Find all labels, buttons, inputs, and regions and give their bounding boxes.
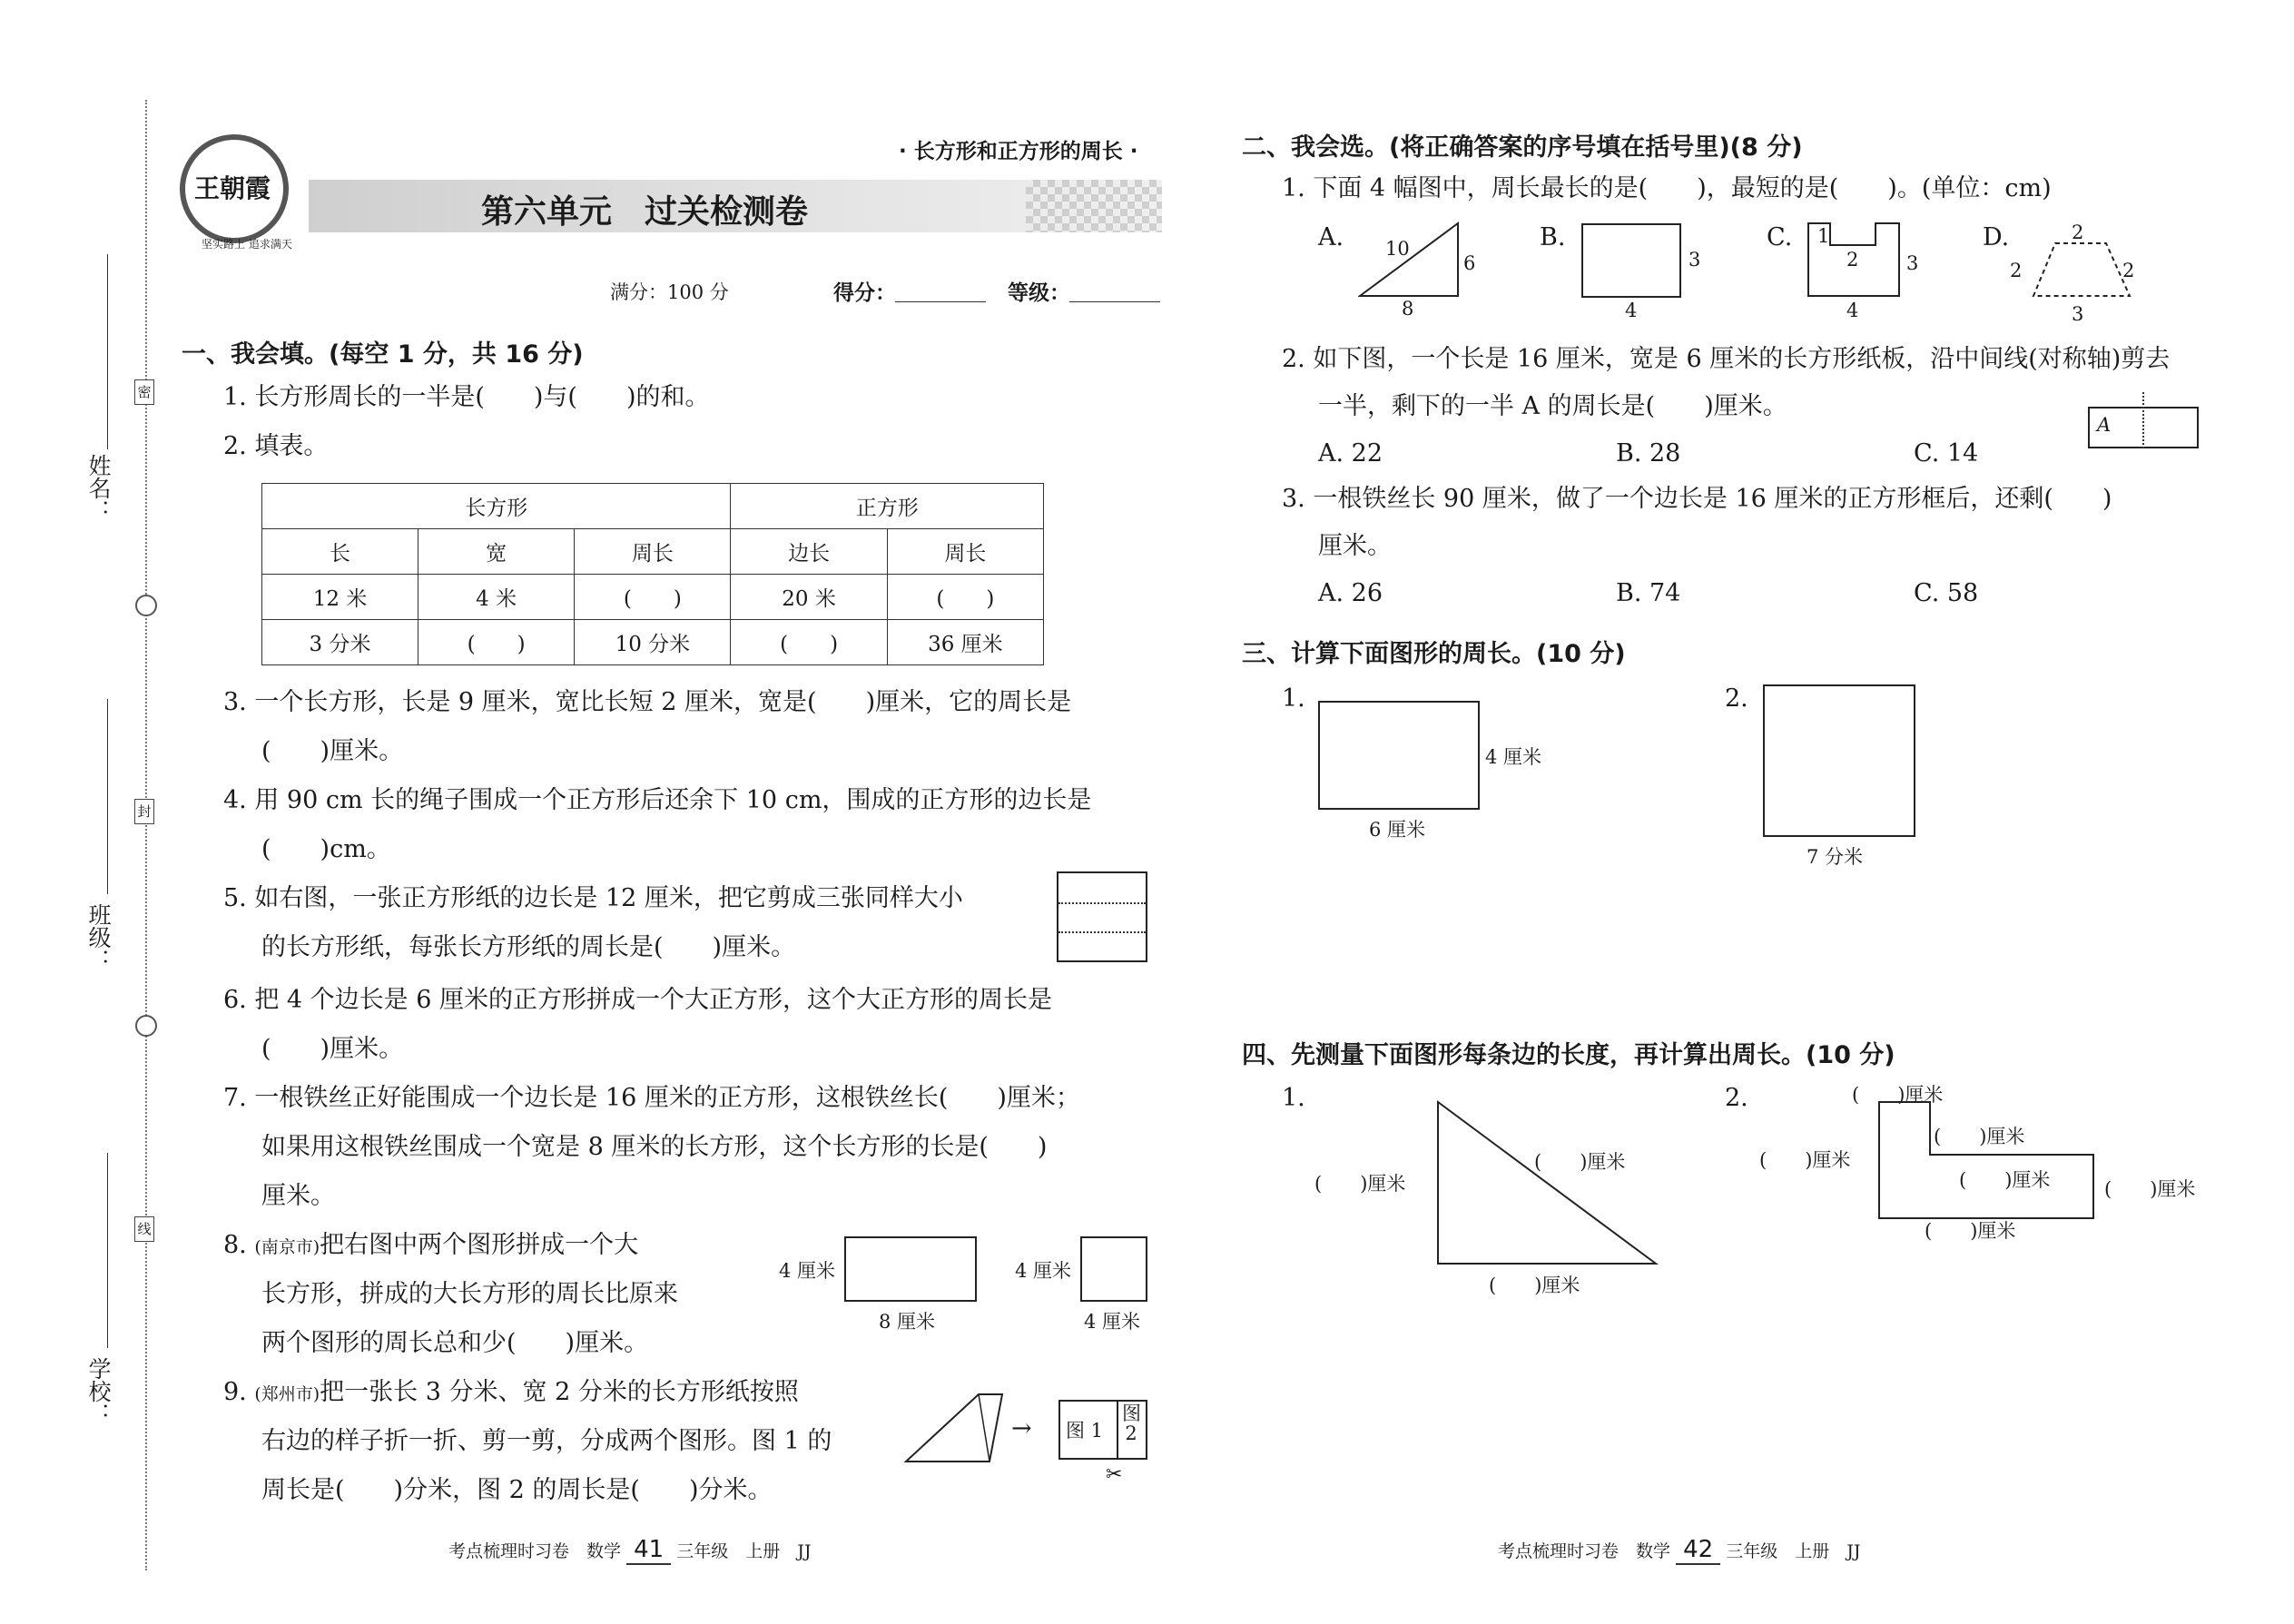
q8-rect-height-label: 4 厘米	[779, 1260, 836, 1282]
s3-rect-height-label: 4 厘米	[1485, 746, 1542, 768]
table-header: 周长	[887, 529, 1043, 575]
q9-number: 9.	[223, 1378, 255, 1406]
school-field-line	[107, 1153, 108, 1348]
s3-item-2: 2.	[1725, 684, 1748, 713]
s2-a-hyp-label: 10	[1385, 238, 1410, 260]
s1-q6-line2: ( )厘米。	[261, 1035, 404, 1063]
s2-q2-line2: 一半，剩下的一半 A 的周长是( )厘米。	[1318, 392, 1787, 420]
section3-heading: 三、计算下面图形的周长。(10 分)	[1242, 640, 1626, 668]
s4-tri-left-blank[interactable]: ( )厘米	[1314, 1173, 1406, 1195]
section4-heading: 四、先测量下面图形每条边的长度，再计算出周长。(10 分)	[1242, 1041, 1895, 1069]
s4-l-inner-vertical-blank[interactable]: ( )厘米	[1934, 1126, 2025, 1147]
grade-label: 等级：	[1008, 281, 1070, 305]
s2-option-d: D.	[1983, 223, 2010, 251]
grade-field[interactable]	[1069, 301, 1160, 302]
s2-q2-figure	[2088, 407, 2199, 448]
s2-b-rectangle	[1581, 223, 1681, 298]
s1-q7-line2: 如果用这根铁丝围成一个宽是 8 厘米的长方形，这个长方形的长是( )	[261, 1133, 1048, 1161]
q9-arrow-icon: →	[1011, 1414, 1032, 1442]
footer-left-text: 考点梳理时习卷 数学	[448, 1541, 622, 1561]
s2-q2-option-a: A. 22	[1318, 439, 1383, 468]
table-header: 宽	[418, 529, 575, 575]
s2-c-notch-label: 1	[1817, 225, 1830, 247]
s3-item-1: 1.	[1282, 684, 1305, 713]
table-cell: 10 分米	[575, 620, 731, 665]
s1-q7-line3: 厘米。	[261, 1182, 335, 1210]
s4-l-bottom-blank[interactable]: ( )厘米	[1925, 1220, 2016, 1242]
q9-divider	[1117, 1402, 1118, 1458]
table-header: 长	[262, 529, 418, 575]
fill-table	[261, 483, 1044, 665]
full-score: 满分：100 分	[610, 281, 729, 303]
q9-text: 把一张长 3 分米、宽 2 分米的长方形纸按照	[320, 1378, 799, 1406]
section1-heading: 一、我会填。(每空 1 分，共 16 分)	[182, 340, 584, 369]
s4-l-right-blank[interactable]: ( )厘米	[2104, 1178, 2196, 1200]
s4-l-left-blank[interactable]: ( )厘米	[1759, 1149, 1851, 1171]
s2-a-triangle	[1358, 221, 1467, 303]
s2-b-height-label: 3	[1689, 249, 1701, 271]
s2-option-b: B.	[1540, 223, 1566, 251]
name-field-line	[107, 254, 108, 449]
table-cell-blank[interactable]: ( )	[731, 620, 887, 665]
s1-q4-line2: ( )cm。	[261, 835, 391, 863]
logo-sub: 坚实路上 追求满天	[202, 238, 292, 251]
s2-option-a: A.	[1318, 223, 1344, 251]
s1-q4-line1: 4. 用 90 cm 长的绳子围成一个正方形后还余下 10 cm，围成的正方形的边长是	[223, 786, 1092, 814]
school-label: 学校：	[85, 1357, 112, 1425]
q8-square	[1080, 1236, 1147, 1302]
section2-heading: 二、我会选。(将正确答案的序号填在括号里)(8 分)	[1242, 133, 1803, 162]
seal-char-seal: 封	[134, 799, 154, 824]
table-header: 边长	[731, 529, 887, 575]
s2-q2-option-c: C. 14	[1914, 439, 1979, 468]
binding-line	[145, 100, 147, 1570]
s4-item-1: 1.	[1282, 1084, 1305, 1112]
table-cell-blank[interactable]: ( )	[575, 575, 731, 620]
q8-square-width-label: 4 厘米	[1084, 1311, 1141, 1333]
class-label: 班级：	[85, 903, 112, 971]
score-label: 得分：	[833, 281, 896, 305]
s1-q1: 1. 长方形周长的一半是( )与( )的和。	[223, 383, 710, 411]
s2-option-c: C.	[1767, 223, 1793, 251]
s1-q8-line2: 长方形，拼成的大长方形的周长比原来	[261, 1280, 678, 1308]
q8-number: 8.	[223, 1231, 255, 1259]
q9-fig1-label: 图 1	[1066, 1420, 1104, 1442]
seal-char-secret: 线	[134, 1216, 154, 1242]
s4-l-shape	[1877, 1100, 2099, 1222]
s1-q7-line1: 7. 一根铁丝正好能围成一个边长是 16 厘米的正方形，这根铁丝长( )厘米；	[223, 1084, 1080, 1112]
table-group-rectangle: 长方形	[262, 484, 731, 529]
s2-d-bottom-label: 3	[2072, 303, 2084, 325]
q9-result-figure	[1058, 1400, 1147, 1460]
q9-fig2-label: 图 2	[1122, 1403, 1141, 1444]
publisher-logo	[180, 134, 289, 243]
symmetry-axis	[2142, 392, 2144, 448]
banner-pattern	[1026, 180, 1162, 232]
s1-q8-line3: 两个图形的周长总和少( )厘米。	[261, 1329, 649, 1357]
topic-label: · 长方形和正方形的周长 ·	[899, 140, 1138, 163]
q8-rect-width-label: 8 厘米	[879, 1311, 936, 1333]
table-cell: 36 厘米	[887, 620, 1043, 665]
seal-char-line: 密	[134, 379, 154, 405]
s2-b-width-label: 4	[1625, 300, 1638, 321]
table-group-square: 正方形	[731, 484, 1044, 529]
q9-folded-paper	[902, 1389, 1009, 1465]
page-number-left: 41	[626, 1536, 671, 1565]
s1-q3-line1: 3. 一个长方形，长是 9 厘米，宽比长短 2 厘米，宽是( )厘米，它的周长是	[223, 688, 1072, 716]
s1-q6-line1: 6. 把 4 个边长是 6 厘米的正方形拼成一个大正方形，这个大正方形的周长是	[223, 986, 1053, 1014]
q8-rectangle	[844, 1236, 977, 1302]
s1-q5-line2: 的长方形纸，每张长方形纸的周长是( )厘米。	[261, 933, 796, 961]
s1-q9-line1	[223, 1376, 799, 1411]
s2-c-inner-label: 2	[1846, 249, 1859, 271]
page-title: 第六单元 过关检测卷	[481, 193, 809, 231]
table-row	[262, 575, 1044, 620]
s1-q9-line2: 右边的样子折一折、剪一剪，分成两个图形。图 1 的	[261, 1427, 832, 1455]
s2-q3-line2: 厘米。	[1318, 532, 1392, 560]
s1-q3-line2: ( )厘米。	[261, 737, 404, 765]
footer-left-tail: 三年级 上册 JJ	[676, 1541, 812, 1561]
s2-q3-option-a: A. 26	[1318, 579, 1383, 607]
s4-triangle	[1434, 1098, 1661, 1267]
s3-square	[1763, 684, 1915, 837]
table-header: 周长	[575, 529, 731, 575]
s2-d-left-label: 2	[2010, 260, 2023, 281]
s4-l-top-blank[interactable]: ( )厘米	[1852, 1084, 1944, 1106]
footer-right-text: 考点梳理时习卷 数学	[1498, 1541, 1671, 1561]
logo-name: 王朝霞	[194, 173, 271, 203]
s2-q2-fig-label: A	[2097, 414, 2112, 436]
table-cell: 20 米	[731, 575, 887, 620]
binding-knot	[135, 1015, 157, 1037]
cut-line	[1058, 902, 1146, 904]
binding-knot	[135, 595, 157, 616]
table-cell: 12 米	[262, 575, 418, 620]
s2-q1: 1. 下面 4 幅图中，周长最长的是( )，最短的是( )。(单位：cm)	[1282, 174, 2052, 202]
q8-text: 把右图中两个图形拼成一个大	[320, 1231, 639, 1259]
q9-source: (郑州市)	[254, 1384, 320, 1404]
cut-line	[1058, 931, 1146, 933]
footer-left	[448, 1536, 811, 1565]
s1-q9-line3: 周长是( )分米，图 2 的周长是( )分米。	[261, 1476, 773, 1504]
table-cell: 3 分米	[262, 620, 418, 665]
q8-source: (南京市)	[254, 1237, 320, 1257]
footer-right-tail: 三年级 上册 JJ	[1726, 1541, 1861, 1561]
footer-right	[1498, 1536, 1860, 1565]
s4-tri-hyp-blank[interactable]: ( )厘米	[1534, 1151, 1626, 1173]
s2-q3-option-c: C. 58	[1914, 579, 1979, 607]
s2-q3-option-b: B. 74	[1616, 579, 1681, 607]
s1-q2: 2. 填表。	[223, 432, 329, 460]
s4-tri-base-blank[interactable]: ( )厘米	[1489, 1275, 1580, 1296]
s1-q8-line1	[223, 1229, 638, 1264]
table-row	[262, 620, 1044, 665]
class-field-line	[107, 699, 108, 894]
table-cell-blank[interactable]: ( )	[887, 575, 1043, 620]
page-number-right: 42	[1676, 1536, 1720, 1565]
table-cell: 4 米	[418, 575, 575, 620]
s4-item-2: 2.	[1725, 1084, 1748, 1112]
s3-square-width-label: 7 分米	[1807, 846, 1864, 868]
s2-c-height-label: 3	[1906, 252, 1919, 274]
table-cell-blank[interactable]: ( )	[418, 620, 575, 665]
q5-square-figure	[1057, 871, 1147, 962]
s2-q2-option-b: B. 28	[1616, 439, 1681, 468]
s4-l-inner-horizontal-blank[interactable]: ( )厘米	[1959, 1169, 2051, 1191]
s2-q2-line1: 2. 如下图，一个长是 16 厘米，宽是 6 厘米的长方形纸板，沿中间线(对称轴)剪去	[1282, 345, 2171, 373]
s1-q5-line1: 5. 如右图，一张正方形纸的边长是 12 厘米，把它剪成三张同样大小	[223, 884, 963, 912]
name-label: 姓名：	[85, 454, 112, 522]
q8-square-height-label: 4 厘米	[1015, 1260, 1072, 1282]
s2-a-base-label: 8	[1402, 298, 1414, 320]
score-field[interactable]	[895, 301, 986, 302]
s2-q3-line1: 3. 一根铁丝长 90 厘米，做了一个边长是 16 厘米的正方形框后，还剩( )	[1282, 485, 2112, 513]
s2-d-top-label: 2	[2072, 221, 2084, 243]
s3-rect-width-label: 6 厘米	[1369, 819, 1426, 841]
s2-c-width-label: 4	[1846, 300, 1859, 321]
scissors-icon: ✂	[1106, 1463, 1123, 1486]
s2-a-height-label: 6	[1463, 252, 1476, 274]
s3-rectangle	[1318, 701, 1480, 810]
s2-d-right-label: 2	[2122, 260, 2135, 281]
